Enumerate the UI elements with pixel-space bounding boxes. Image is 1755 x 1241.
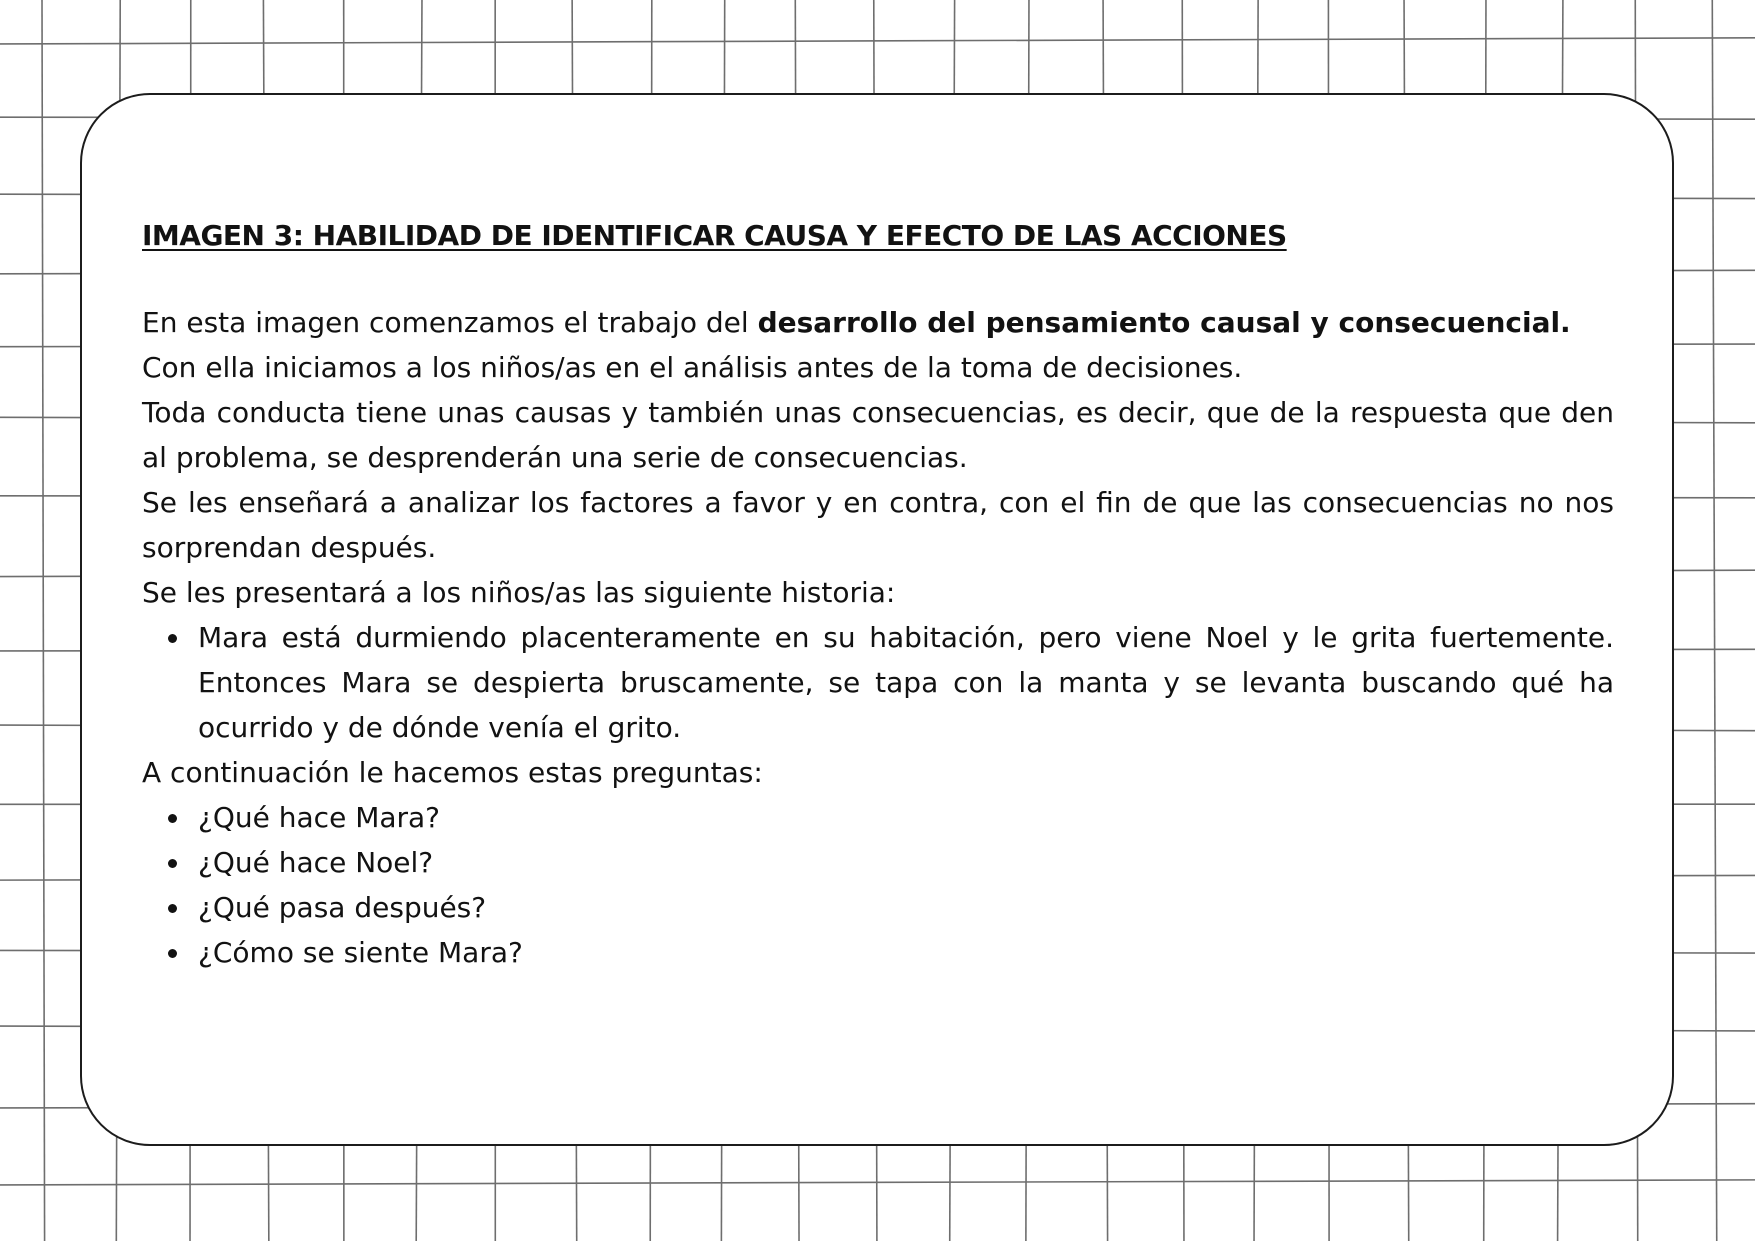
story-text: Mara está durmiendo placenteramente en su habitación, pero viene Noel y le grita fuertemente. Entonces Mara se despierta bruscamente, se tapa con la manta y se levanta buscando qué ha ocurrido y de dónde venía el grito.: [198, 621, 1614, 744]
bullet-icon: [168, 904, 177, 913]
question-item: [198, 885, 1614, 930]
bullet-icon: [168, 814, 177, 823]
bullet-icon: [168, 859, 177, 868]
bullet-icon: [168, 634, 177, 643]
question-item: [198, 840, 1614, 885]
questions-list: [142, 795, 1614, 975]
intro-text: En esta imagen comenzamos el trabajo del: [142, 306, 758, 339]
question-text: ¿Qué hace Mara?: [198, 801, 441, 834]
grid-line-vertical: [42, 0, 45, 1241]
question-item: [198, 930, 1614, 975]
question-text: ¿Cómo se siente Mara?: [198, 936, 523, 969]
page-title: IMAGEN 3: HABILIDAD DE IDENTIFICAR CAUSA Y EFECTO DE LAS ACCIONES: [142, 219, 1287, 252]
intro-paragraph: [142, 300, 1614, 345]
paragraph: Toda conducta tiene unas causas y también unas consecuencias, es decir, que de la respuesta que den al problema, se desprenderán una serie de consecuencias.: [142, 396, 1614, 474]
intro-bold-text: desarrollo del pensamiento causal y consecuencial.: [757, 306, 1571, 339]
questions-intro: A continuación le hacemos estas preguntas:: [142, 756, 763, 789]
story-list: [142, 615, 1614, 750]
question-text: ¿Qué pasa después?: [198, 891, 487, 924]
grid-line-vertical: [1712, 0, 1716, 1241]
paragraph: Se les enseñará a analizar los factores a favor y en contra, con el fin de que las consecuencias no nos sorprendan después.: [142, 486, 1614, 564]
story-item: [198, 615, 1614, 750]
bullet-icon: [168, 949, 177, 958]
paragraph: Se les presentará a los niños/as las siguiente historia:: [142, 576, 896, 609]
paragraph: Con ella iniciamos a los niños/as en el análisis antes de la toma de decisiones.: [142, 351, 1243, 384]
document-body: [142, 218, 1614, 975]
question-text: ¿Qué hace Noel?: [198, 846, 434, 879]
question-item: [198, 795, 1614, 840]
